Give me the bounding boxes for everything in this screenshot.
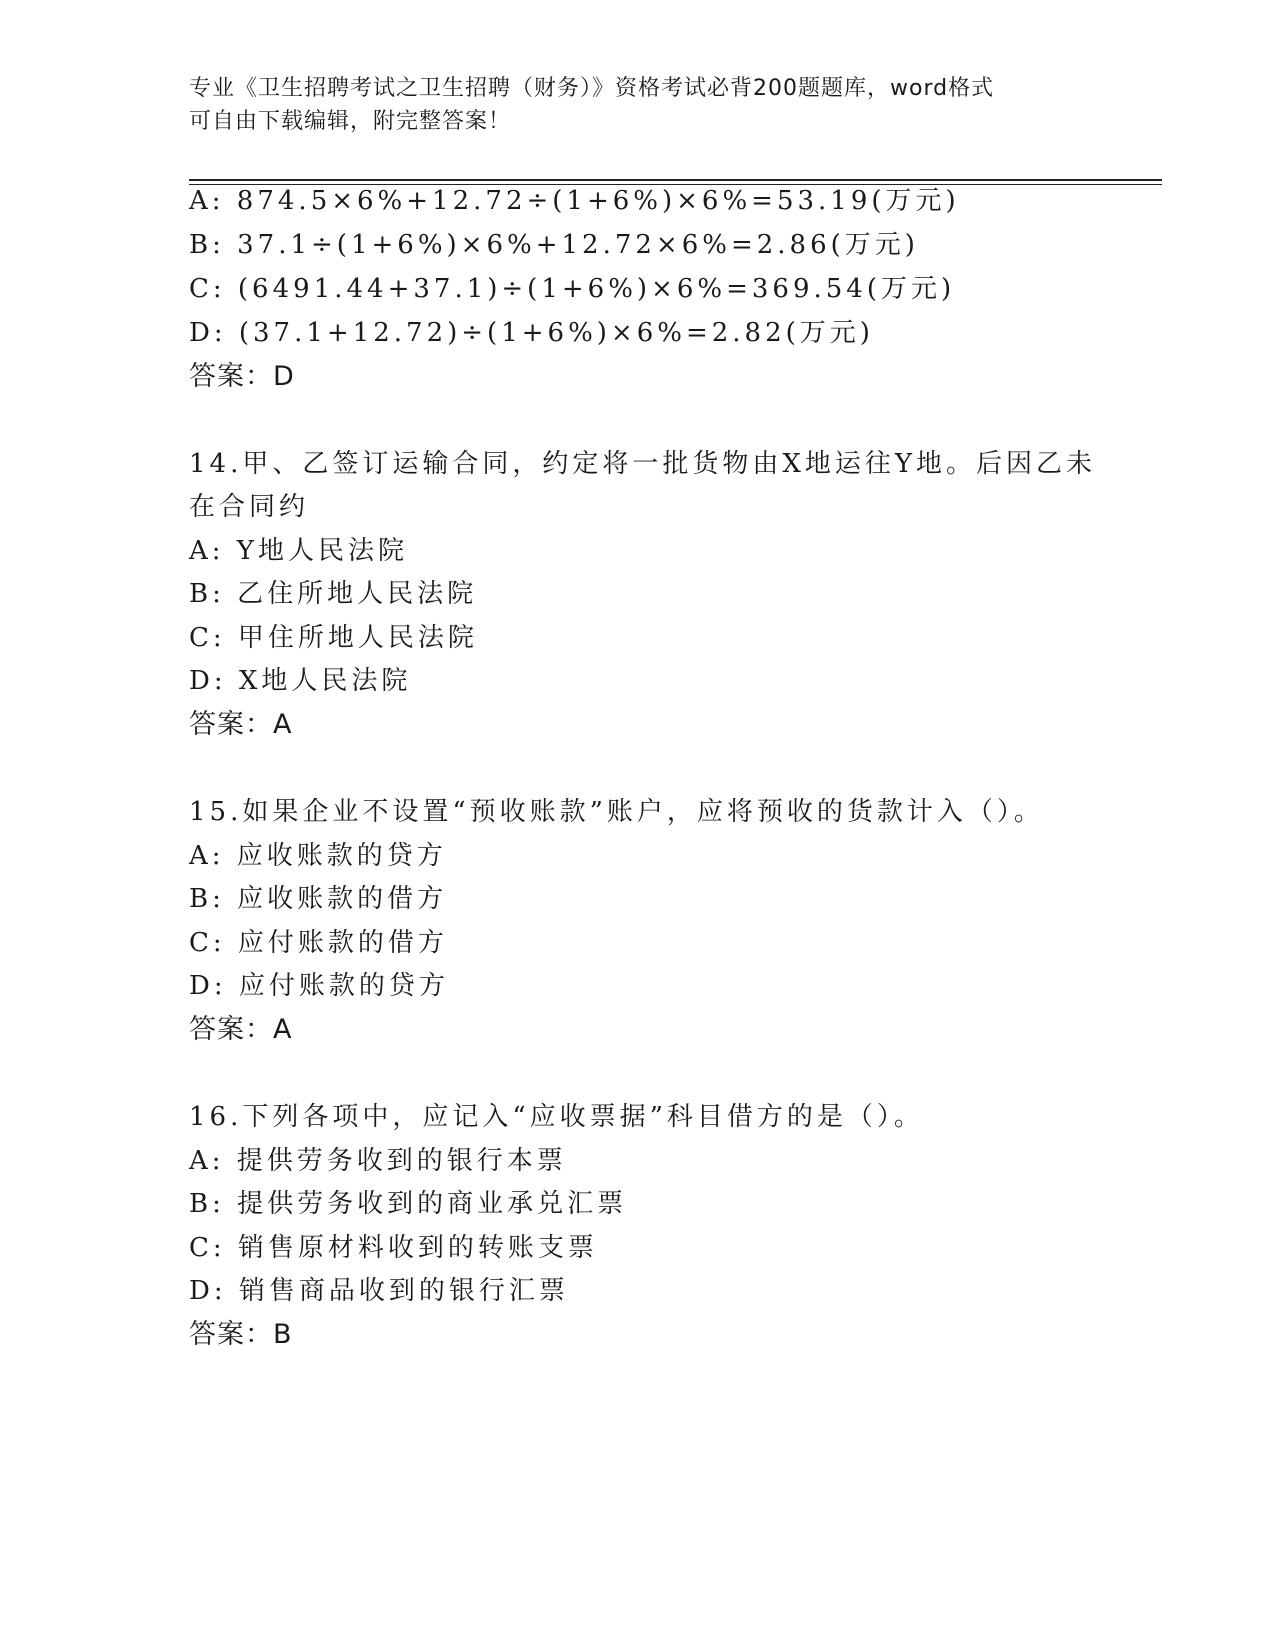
q16-option-b: B: 提供劳务收到的商业承兑汇票 bbox=[189, 1189, 628, 1219]
header-divider-thin bbox=[189, 184, 1162, 185]
q14-answer: 答案：A bbox=[189, 709, 293, 740]
q14-option-a: A: Y地人民法院 bbox=[189, 536, 408, 566]
q14-option-b: B: 乙住所地人民法院 bbox=[189, 579, 478, 609]
document-header bbox=[189, 72, 1089, 138]
q13-option-d: D: (37.1+12.72)÷(1+6%)×6%=2.82(万元) bbox=[189, 318, 874, 348]
q15-option-d: D: 应付账款的贷方 bbox=[189, 971, 449, 1001]
q14-option-d: D: X地人民法院 bbox=[189, 666, 412, 696]
q14-stem-line2: 在合同约 bbox=[189, 492, 310, 522]
header-title-line1: 专业《卫生招聘考试之卫生招聘（财务）》资格考试必背200题题库，word格式 bbox=[189, 76, 995, 101]
q15-option-b: B: 应收账款的借方 bbox=[189, 884, 448, 914]
q16-option-d: D: 销售商品收到的银行汇票 bbox=[189, 1276, 569, 1306]
q13-option-b: B: 37.1÷(1+6%)×6%+12.72×6%=2.86(万元) bbox=[189, 230, 919, 260]
q15-option-a: A: 应收账款的贷方 bbox=[189, 841, 447, 871]
q15-stem: 15.如果企业不设置“预收账款”账户，应将预收的货款计入（）。 bbox=[189, 797, 1044, 827]
q16-option-c: C: 销售原材料收到的转账支票 bbox=[189, 1233, 598, 1263]
q14-option-c: C: 甲住所地人民法院 bbox=[189, 623, 478, 653]
q13-answer: 答案：D bbox=[189, 361, 295, 392]
header-divider-thick bbox=[189, 179, 1162, 181]
q16-option-a: A: 提供劳务收到的银行本票 bbox=[189, 1146, 567, 1176]
q13-option-a: A: 874.5×6%+12.72÷(1+6%)×6%=53.19(万元) bbox=[189, 186, 960, 216]
q16-answer: 答案：B bbox=[189, 1319, 293, 1350]
q14-stem-line1: 14.甲、乙签订运输合同，约定将一批货物由X地运往Y地。后因乙未 bbox=[189, 449, 1097, 479]
q13-option-c: C: (6491.44+37.1)÷(1+6%)×6%=369.54(万元) bbox=[189, 274, 956, 304]
q15-answer: 答案：A bbox=[189, 1014, 293, 1045]
header-title-line2: 可自由下载编辑，附完整答案！ bbox=[189, 109, 512, 134]
q15-option-c: C: 应付账款的借方 bbox=[189, 928, 448, 958]
q16-stem: 16.下列各项中，应记入“应收票据”科目借方的是（）。 bbox=[189, 1102, 924, 1132]
